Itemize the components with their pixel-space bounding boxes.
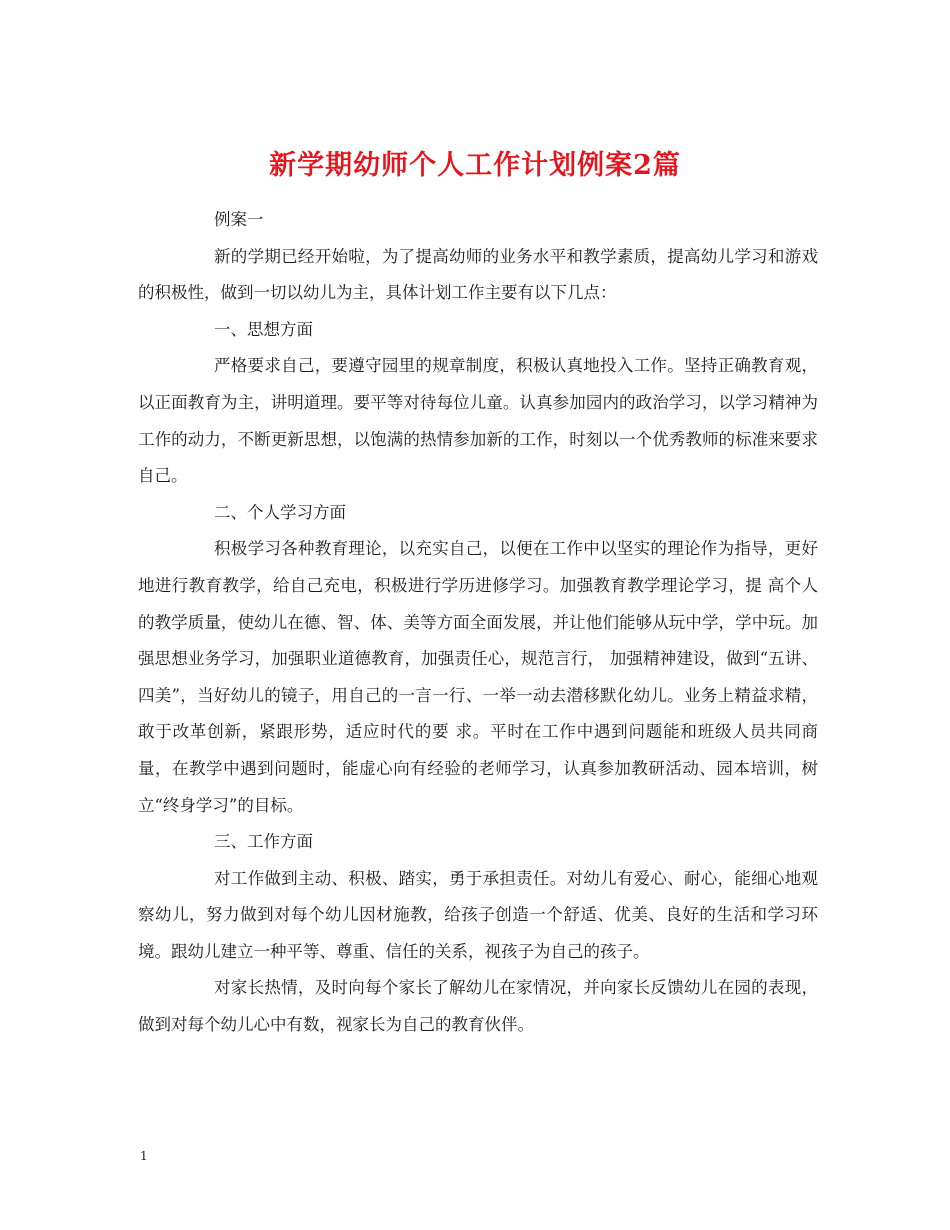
section-heading-thought: 一、思想方面	[214, 319, 313, 339]
section-heading-work: 三、工作方面	[214, 832, 313, 852]
section-heading-study: 二、个人学习方面	[214, 502, 346, 522]
paragraph-intro: 新的学期已经开始啦，为了提高幼师的业务水平和教学素质，提高幼儿学习和游戏的积极性，做到一切以幼儿为主，具体计划工作主要有以下几点：	[138, 246, 818, 303]
page-number: 1	[140, 1149, 148, 1163]
document-body	[138, 202, 818, 1044]
paragraph-thought: 严格要求自己，要遵守园里的规章制度，积极认真地投入工作。坚持正确教育观，以正面教育为主，讲明道理。要平等对待每位儿童。认真参加园内的政治学习，以学习精神为工作的动力，不断更新思想，以饱满的热情参加新的工作，时刻以一个优秀教师的标准来要求自己。	[138, 356, 818, 486]
paragraph-parents: 对家长热情，及时向每个家长了解幼儿在家情况，并向家长反馈幼儿在园的表现，做到对每个幼儿心中有数，视家长为自己的教育伙伴。	[138, 978, 818, 1035]
document-title: 新学期幼师个人工作计划例案2篇	[269, 150, 681, 182]
paragraph-work: 对工作做到主动、积极、踏实，勇于承担责任。对幼儿有爱心、耐心，能细心地观察幼儿，努力做到对每个幼儿因材施教，给孩子创造一个舒适、优美、良好的生活和学习环境。跟幼儿建立一种平等、尊重、信任的关系，视孩子为自己的孩子。	[138, 868, 818, 961]
paragraph-study: 积极学习各种教育理论，以充实自己，以便在工作中以坚实的理论作为指导，更好地进行教育教学，给自己充电，积极进行学历进修学习。加强教育教学理论学习，提 高个人的教学质量，使幼儿在德、智、体、美等方面全面发展，并让他们能够从玩中学，学中玩。加强思想业务学习，加强职业道德教育，加强责任心，规范言行， 加强精神建设，做到“五讲、四美”，当好幼儿的镜子，用自己的一言一行、一举一动去潜移默化幼儿。业务上精益求精，敢于改革创新，紧跟形势，适应时代的要 求。平时在工作中遇到问题能和班级人员共同商量，在教学中遇到问题时，能虚心向有经验的老师学习，认真参加教研活动、园本培训，树立“终身学习”的目标。	[138, 539, 818, 815]
paragraph-case-heading: 例案一	[214, 210, 264, 229]
